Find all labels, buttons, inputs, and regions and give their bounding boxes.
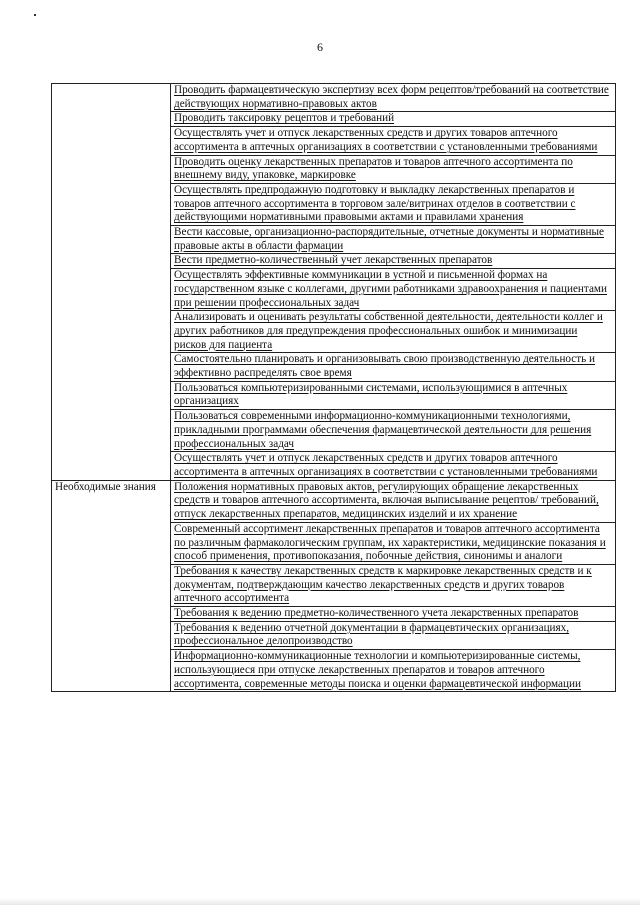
page-number: 6 — [317, 40, 323, 54]
knowledge-item-text: Требования к ведению отчетной документации в фармацевтических организациях, профессиональное делопроизводство — [171, 621, 616, 649]
skills-item-text: Пользоваться компьютеризированными системами, использующимися в аптечных организациях — [171, 381, 616, 409]
knowledge-item-text: Информационно-коммуникационные технологии и компьютеризированные системы, использующиеся при отпуске лекарственных препаратов и товаров аптечного ассортимента, современные методы поиска и оценки фармацевтической информации — [171, 650, 616, 692]
skills-item-text: Проводить фармацевтическую экспертизу всех форм рецептов/требований на соответствие действующих нормативно-правовых актов — [171, 84, 616, 112]
knowledge-item-text: Требования к качеству лекарственных средств к маркировке лекарственных средств и к документам, подтверждающим качество лекарственных средств и других товаров аптечного ассортимента — [171, 564, 616, 606]
knowledge-item-text: Положения нормативных правовых актов, регулирующих обращение лекарственных средств и товаров аптечного ассортимента, включая выписывание рецептов/ требований, отпуск лекарственных препаратов, медицинских изделий и их хранение — [171, 480, 616, 522]
skills-row — [52, 84, 616, 112]
skills-item-text: Самостоятельно планировать и организовывать свою производственную деятельность и эффективно распределять свое время — [171, 353, 616, 381]
skills-item-text: Проводить таксировку рецептов и требований — [171, 112, 616, 127]
knowledge-section-label: Необходимые знания — [52, 480, 171, 692]
skills-item-text: Анализировать и оценивать результаты собственной деятельности, деятельности коллег и других работников для предупреждения профессиональных ошибок и минимизации рисков для пациента — [171, 311, 616, 353]
knowledge-item-text: Требования к ведению предметно-количественного учета лекарственных препаратов — [171, 607, 616, 622]
scan-bottom-edge — [0, 898, 640, 905]
professional-standard-table — [51, 83, 616, 692]
skills-item-text: Вести предметно-количественный учет лекарственных препаратов — [171, 254, 616, 269]
skills-item-text: Осуществлять эффективные коммуникации в устной и письменной формах на государственном языке с коллегами, другими работниками здравоохранения и пациентами при решении профессиональных задач — [171, 269, 616, 311]
table-body — [52, 84, 616, 692]
skills-item-text: Осуществлять учет и отпуск лекарственных средств и других товаров аптечного ассортимента в аптечных организациях в соответствии с установленными требованиями — [171, 127, 616, 155]
skills-item-text: Проводить оценку лекарственных препаратов и товаров аптечного ассортимента по внешнему виду, упаковке, маркировке — [171, 155, 616, 183]
skills-item-text: Осуществлять предпродажную подготовку и выкладку лекарственных препаратов и товаров аптечного ассортимента в торговом зале/витринах отделов в соответствии с действующими нормативными правовыми актами и правилами хранения — [171, 183, 616, 225]
knowledge-row — [52, 480, 616, 522]
requirements-table — [51, 83, 616, 692]
knowledge-item-text: Современный ассортимент лекарственных препаратов и товаров аптечного ассортимента по различным фармакологическим группам, их характеристики, медицинские показания и способ применения, противопоказания, побочные действия, синонимы и аналоги — [171, 522, 616, 564]
skills-section-label — [52, 84, 171, 481]
skills-item-text: Вести кассовые, организационно-распорядительные, отчетные документы и нормативные правовые акты в области фармации — [171, 226, 616, 254]
scan-dot — [34, 14, 36, 16]
skills-item-text: Осуществлять учет и отпуск лекарственных средств и других товаров аптечного ассортимента в аптечных организациях в соответствии с установленными требованиями — [171, 452, 616, 480]
skills-item-text: Пользоваться современными информационно-коммуникационными технологиями, прикладными программами обеспечения фармацевтической деятельности для решения профессиональных задач — [171, 410, 616, 452]
